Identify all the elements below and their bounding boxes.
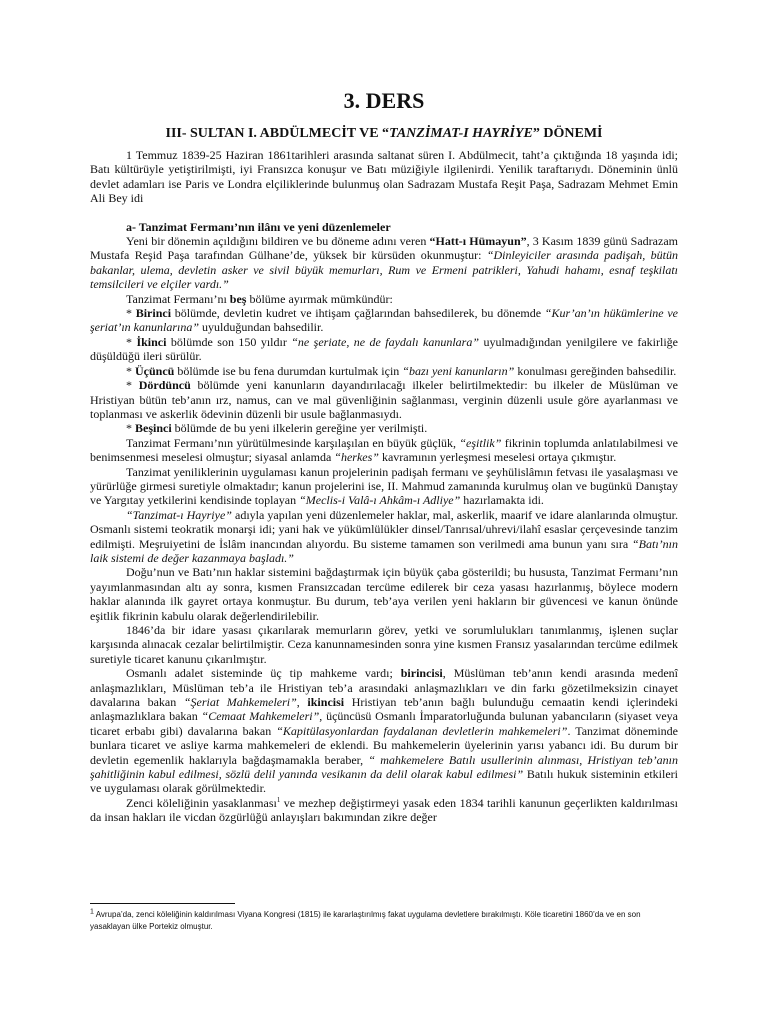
subsection-heading: a- Tanzimat Fermanı’nın ilânı ve yeni düzenlemeler <box>126 219 391 234</box>
paragraph-legislation: Tanzimat yeniliklerinin uygulaması kanun projelerinin padişah fermanı ve şeyhülislâmın fetvası ile yasalaşması ve yürürlüğe girmesi suretiyle olmaktadır; kanun projelerini ise, II. Mahmud zamanında kurulmuş olan ve bugünkü Danıştay ve Yargıtay yetkilerini kendisinde toplayan “Meclis-i Valâ-ı Ahkâm-ı Adliye” hazırlamakta idi. <box>90 464 678 508</box>
list-item-part-5: * Beşinci bölümde de bu yeni ilkelerin gereğine yer verilmişti. <box>126 421 428 436</box>
list-item-part-1: * Birinci bölümde, devletin kudret ve ihtişam çağlarından bahsedilerek, bu dönemde “Kur’an’ın hükümlerine ve şeriat’ın kanunlarına” uyulduğundan bahsedilir. <box>90 306 678 335</box>
footnote-text: Avrupa’da, zenci köleliğinin kaldırılması Viyana Kongresi (1815) ile kararlaştırılmış fakat uygulama devletlere bırakılmıştı. Köle ticaretini 1860’da ve en son yasaklayan ülke Portekiz olmuştur. <box>90 910 641 931</box>
intro-paragraph: 1 Temmuz 1839-25 Haziran 1861tarihleri arasında saltanat süren I. Abdülmecit, taht’a çıktığında 18 yaşında idi; Batı kültürüyle yetiştirilmişti, iyi Fransızca konuşur ve Batı müziğiyle ilgilenirdi. Yenilik taraftarıydı. Döneminin ünlü devlet adamları ise Paris ve Londra elçiliklerinde bulunmuş olan Sadrazam Mustafa Reşit Paşa, Sadrazam Mehmet Emin Ali Bey idi <box>90 148 678 206</box>
section-title-pre: III- SULTAN I. ABDÜLMECİT VE “ <box>165 126 390 141</box>
section-title-post: ” DÖNEMİ <box>532 126 603 141</box>
paragraph-parts: Tanzimat Fermanı’nı beş bölüme ayırmak mümkündür: <box>126 291 393 306</box>
paragraph-equality: Tanzimat Fermanı’nın yürütülmesinde karşılaşılan en büyük güçlük, “eşitlik” fikrinin toplumda anlatılabilmesi ve benimsenmesi meselesi olmuştur; siyasal anlamda “herkes” kavramının yerleşmesi meselesi ortaya çıkmıştır. <box>90 435 678 465</box>
list-item-part-4: * Dördüncü bölümde yeni kanunların dayandırılacağı ilkeler belirtilmektedir: bu ilkeler de Müslüman ve Hristiyan bütün teb’anın ırz, namus, can ve mal güvenliğinin sağlanması, verginin düzenli usule göre ayarlanması ve toplanması ve askerlik ödevinin düzenli bir usule bağlanmasıydı. <box>90 378 678 421</box>
section-title-emphasis: TANZİMAT-I HAYRİYE <box>389 126 533 141</box>
paragraph-slavery: Zenci köleliğinin yasaklanması$^1$ ve mezhep değiştirmeyi yasak eden 1834 tarihli kanunun geçerlikten kaldırılması da insan hakları ile vicdan özgürlüğü anlayışları bakımından zikre değer <box>90 795 678 825</box>
paragraph-1846: 1846’da bir idare yasası çıkarılarak memurların görev, yetki ve sorumlulukları tanımlanmış, işlenen suçlar karşısında alınacak cezalar belirtilmiştir. Ceza kanunnamesinden sonra yine kısmen Fransız yasalarından tercüme edilmek suretiyle ticaret kanunu çıkarılmıştır. <box>90 623 678 666</box>
paragraph-legal-systems: Doğu’nun ve Batı’nın haklar sistemini bağdaştırmak için büyük çaba gösterildi; bu hususta, Tanzimat Fermanı’nın yayımlanmasından altı ay sonra, kısmen Fransızcadan tercüme edilerek bir ceza yasası hazırlanmış, böylece modern haklar alanında ilk gayret ortaya konmuştur. Bu durum, teb’aya verilen yeni hakların bir güvencesi ve kanun önünde eşitlik fikrinin kabulu olarak değerlendirilebilir. <box>90 565 678 623</box>
footnote-number: 1 <box>90 908 94 916</box>
footnote-divider <box>90 903 235 904</box>
list-item-part-3: * Üçüncü bölümde ise bu fena durumdan kurtulmak için “bazı yeni kanunların” konulması gereğinden bahsedilir. <box>126 363 677 378</box>
footnote-marker[interactable]: 1 <box>276 795 281 804</box>
paragraph-reforms: “Tanzimat-ı Hayriye” adıyla yapılan yeni düzenlemeler haklar, mal, askerlik, maarif ve idare alanlarında olmuştur. Osmanlı sistemi teokratik monarşi idi; yani hak ve yükümlülükler dinsel/Tanrısal/uhrevi/ilahî esaslar çerçevesinde tanzim edilmişti. Meşruiyetini de İslâm inancından alıyordu. Bu sisteme tamamen son verilmedi ama bunun yanı sıra “Batı’nın laik sistemi de değer kazanmaya başladı.” <box>90 507 679 565</box>
section-title <box>90 125 678 143</box>
footnote <box>90 909 678 933</box>
paragraph-hatt: Yeni bir dönemin açıldığını bildiren ve bu döneme adını veren “Hatt-ı Hümayun”, 3 Kasım 1839 günü Sadrazam Mustafa Reşid Paşa tarafından Gülhane’de, yüksek bir kürsüden okunmuştur: “Dinleyiciler arasında padişah, bütün bakanlar, ulema, devletin asker ve sivil büyük memurları, Rum ve Ermeni patrikleri, Yahudi hahamı, esnaf teşkilatı temsilcileri ve elçiler vardı.” <box>90 234 678 292</box>
paragraph-courts: Osmanlı adalet sisteminde üç tip mahkeme vardı; birincisi, Müslüman teb’anın kendi arasında medenî anlaşmazlıkları, Müslüman teb’a ile Hristiyan teb’a arasındaki anlaşmazlıkları ve din farkı gözetilmeksizin cinayet davalarına bakan “Şeriat Mahkemeleri”, ikincisi Hristiyan teb’anın bağlı bulunduğu cemaatin kendi içlerindeki anlaşmazlıklara bakan “Cemaat Mahkemeleri”, üçüncüsü Osmanlı İmparatorluğunda bulunan yabancıların (siyaset veya ticaret erbabı gibi) davalarına bakan “Kapitülasyonlardan faydalanan devletlerin mahkemeleri”. Tanzimat döneminde bunlara ticaret ve asliye karma mahkemeleri de eklendi. Bu mahkemelerin üyelerinin yarısı yabancı idi. Bu durum bir devletin egemenlik haklarıyla bağdaşmamakla beraber, “ mahkemelere Batılı usullerinin alınması, Hristiyan teb’anın şahitliğinin kabul edilmesi, sözlü delil yanında vesikanın da delil olarak kabul edilmesi” Batılı hukuk sisteminin etkileri ve uygulaması olarak görülmektedir. <box>90 666 679 796</box>
document-body <box>90 148 678 825</box>
list-item-part-2: * İkinci bölümde son 150 yıldır “ne şeriate, ne de faydalı kanunlara” uyulmadığından yenilgilere ve fakirliğe düşüldüğü ileri sürülür. <box>90 334 679 364</box>
page-title: 3. DERS <box>343 88 425 113</box>
